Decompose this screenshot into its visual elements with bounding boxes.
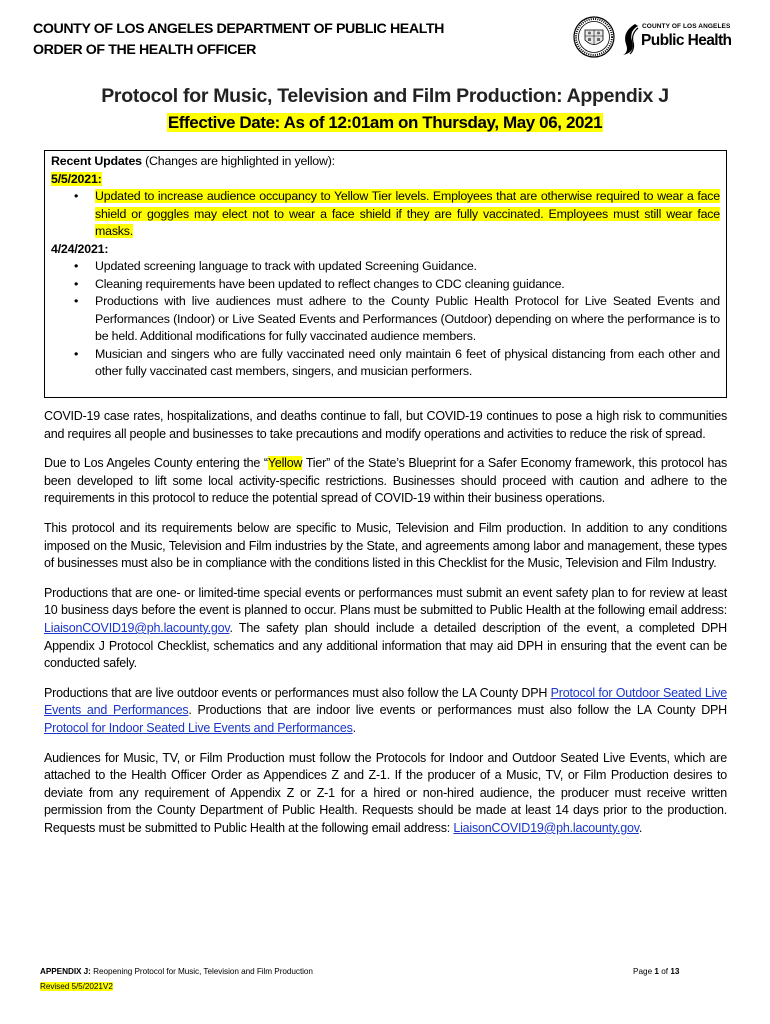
- outdoor-protocol-link[interactable]: Protocol for Outdoor Seated Live Events and Performances: [44, 685, 727, 718]
- document-body: [44, 408, 727, 849]
- header-line-1: COUNTY OF LOS ANGELES DEPARTMENT OF PUBLIC HEALTH: [33, 21, 445, 37]
- bullet-icon: •: [74, 294, 79, 308]
- update-list-2: [51, 258, 720, 381]
- footer-appendix: APPENDIX J: Reopening Protocol for Music, Television and Film Production: [40, 967, 313, 976]
- bullet-icon: •: [74, 259, 79, 273]
- paragraph-special-events: Productions that are one- or limited-time special events or performances must submit an event safety plan to for review at least 10 business days before the event is planned to occur. Plans must be submitted to Public Health at the following email address: LiaisonCOVID19@ph.lacounty.gov. The safety plan should include a detailed description of the event, a completed DPH Appendix J Protocol Checklist, schematics and any additional information that may aid DPH in ensuring that the event can be conducted safely.: [44, 585, 727, 671]
- recent-updates-box: [44, 150, 727, 398]
- email-link[interactable]: LiaisonCOVID19@ph.lacounty.gov: [453, 820, 639, 835]
- footer-left: [40, 964, 313, 994]
- list-item: • Cleaning requirements have been updated to reflect changes to CDC cleaning guidance.: [51, 276, 720, 294]
- paragraph-scope: This protocol and its requirements below are specific to Music, Television and Film production. In addition to any conditions imposed on the Music, Television and Film industries by the State, and agreements among labor and management, these types of businesses must also be in compliance with the conditions listed in this Checklist for the Music, Television and Film Industry.: [44, 520, 727, 571]
- bullet-icon: •: [74, 276, 79, 291]
- paragraph-intro: COVID-19 case rates, hospitalizations, and deaths continue to fall, but COVID-19 continues to pose a high risk to communities and requires all people and businesses to take precautions and modify operations and activities to reduce the risk of spread.: [44, 409, 727, 441]
- header-line-2: ORDER OF THE HEALTH OFFICER: [33, 42, 257, 58]
- list-item: • Productions with live audiences must adhere to the County Public Health Protocol for Live Seated Events and Performances (Indoor) or Live Seated Events and Performances (Outdoor) depending on where the performance is to be held. Additional modifications for fully vaccinated audience members.: [74, 294, 720, 343]
- list-item: • Updated screening language to track with updated Screening Guidance.: [51, 258, 720, 276]
- effective-date: Effective Date: As of 12:01am on Thursday, May 06, 2021: [167, 113, 603, 132]
- indoor-protocol-link[interactable]: Protocol for Indoor Seated Live Events and Performances: [44, 720, 353, 735]
- list-item: • Updated to increase audience occupancy to Yellow Tier levels. Employees that are otherwise required to wear a face shield or goggles may elect not to wear a face shield if they are fully vaccinated. Employees must still wear face masks.: [74, 189, 720, 238]
- page-number: Page 1 of 13: [633, 967, 680, 976]
- footer-revised: Revised 5/5/2021V2: [40, 982, 113, 991]
- list-item: • Musician and singers who are fully vaccinated need only maintain 6 feet of physical distancing from each other and other fully vaccinated cast members, singers, and musician performers.: [74, 346, 720, 378]
- logo-public-health-text: Public Health: [641, 32, 732, 49]
- paragraph-yellow-tier: Due to Los Angeles County entering the “Yellow Tier” of the State’s Blueprint for a Safer Economy framework, this protocol has been developed to lift some local activity-specific restrictions. Businesses should proceed with caution and adhere to the requirements in this protocol to reduce the potential spread of COVID-19 within their business operations.: [44, 456, 727, 506]
- public-health-swoosh-icon: [620, 22, 640, 56]
- update-list-1: [51, 188, 720, 241]
- update-date-2: 4/24/2021:: [51, 241, 109, 256]
- update-date-1: 5/5/2021:: [51, 171, 102, 186]
- county-seal-icon: [573, 16, 615, 58]
- updates-heading: Recent Updates (Changes are highlighted in yellow):: [51, 154, 335, 168]
- public-health-logo: [620, 21, 732, 57]
- page-title: Protocol for Music, Television and Film Production: Appendix J: [101, 85, 669, 107]
- bullet-icon: •: [74, 189, 79, 203]
- paragraph-live-events: Productions that are live outdoor events or performances must also follow the LA County DPH Protocol for Outdoor Seated Live Events and Performances. Productions that are indoor live events or performances must also follow the LA County DPH Protocol for Indoor Seated Live Events and Performances.: [44, 685, 727, 735]
- email-link[interactable]: LiaisonCOVID19@ph.lacounty.gov: [44, 620, 230, 635]
- paragraph-audiences: Audiences for Music, TV, or Film Production must follow the Protocols for Indoor and Outdoor Seated Live Events, which are attached to the Health Officer Order as Appendices Z and Z-1. If the producer of a Music, TV, or Film Production desires to deviate from any requirement of Appendix Z or Z-1 for a hired or non-hired audience, the producer must receive written permission from the County Department of Public Health. Requests should be made at least 14 days prior to the production. Requests must be submitted to Public Health at the following email address: LiaisonCOVID19@ph.lacounty.gov.: [44, 750, 727, 835]
- document-header: [33, 19, 444, 61]
- logo-county-text: COUNTY OF LOS ANGELES: [642, 23, 731, 30]
- bullet-icon: •: [74, 346, 79, 361]
